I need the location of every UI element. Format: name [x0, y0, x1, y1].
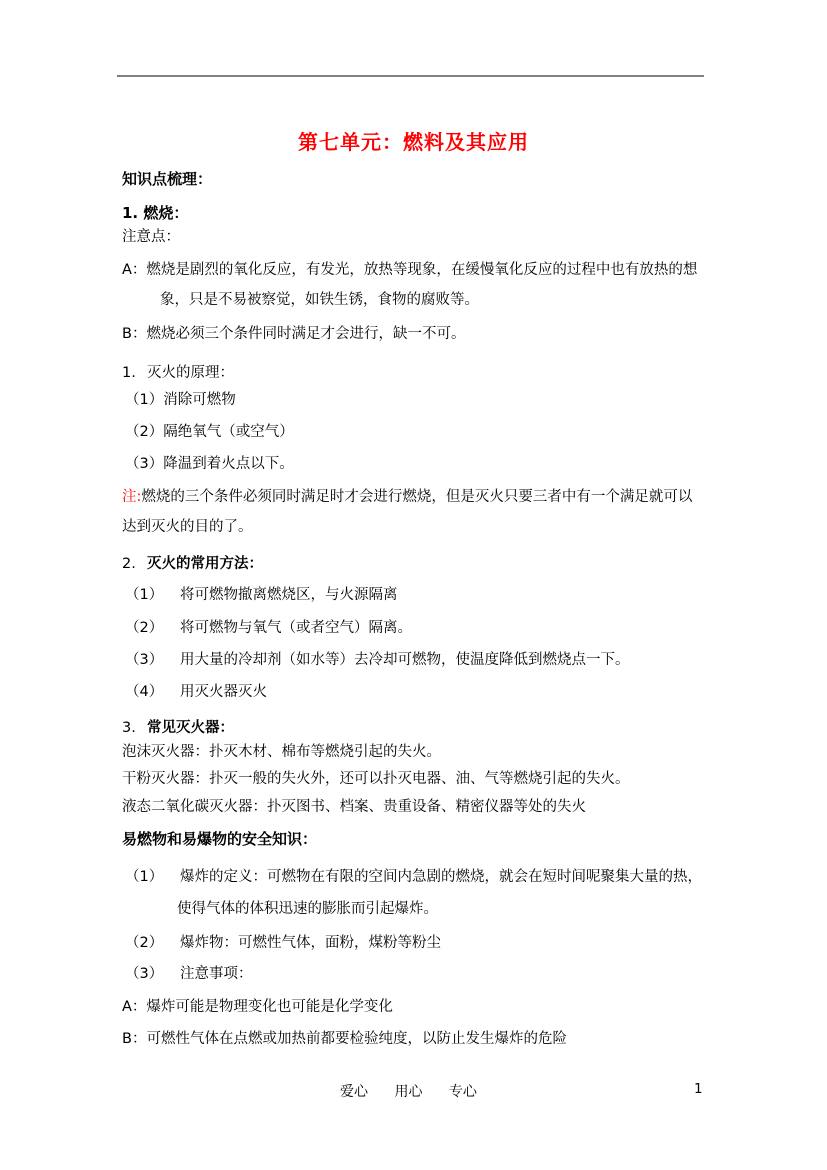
principle-heading-text: 灭火的原理：	[147, 365, 234, 381]
method-item-4	[125, 683, 267, 702]
extinguisher-foam: 泡沫灭火器：扑灭木材、棉布等燃烧引起的失火。	[122, 744, 441, 760]
burning-point-b: B：燃烧必须三个条件同时满足才会进行，缺一不可。	[122, 326, 466, 342]
method-item-2-text: 将可燃物与氧气（或者空气）隔离。	[180, 620, 412, 636]
safety-item-2	[125, 934, 441, 953]
method-item-4-marker: （4）	[125, 684, 164, 700]
method-item-3	[125, 651, 630, 670]
burning-point-a-line2: 象，只是不易被察觉，如铁生锈，食物的腐败等。	[160, 292, 479, 308]
methods-number: 2.	[122, 556, 136, 572]
method-item-4-text: 用灭火器灭火	[180, 684, 267, 700]
principle-item-2: （2）隔绝氧气（或空气）	[125, 424, 294, 440]
methods-heading-text: 灭火的常用方法：	[147, 556, 263, 572]
methods-heading	[122, 555, 263, 574]
method-item-1	[125, 586, 398, 605]
principle-note-line1	[122, 488, 692, 507]
method-item-2-marker: （2）	[125, 620, 164, 636]
safety-point-a: A：爆炸可能是物理变化也可能是化学变化	[122, 999, 393, 1015]
extinguishers-heading	[122, 719, 234, 738]
burning-heading: 1. 燃烧：	[122, 204, 189, 222]
burning-point-a-line1: A：燃烧是剧烈的氧化反应，有发光，放热等现象，在缓慢氧化反应的过程中也有放热的想	[122, 262, 698, 278]
principle-note-line2: 达到灭火的目的了。	[122, 519, 253, 535]
principle-item-3: （3）降温到着火点以下。	[125, 456, 294, 472]
safety-item-1-text: 爆炸的定义：可燃物在有限的空间内急剧的燃烧，就会在短时间呢聚集大量的热，	[180, 869, 702, 885]
safety-item-2-text: 爆炸物：可燃性气体，面粉，煤粉等粉尘	[180, 935, 441, 951]
knowledge-points-heading: 知识点梳理：	[122, 170, 213, 188]
extinguishers-heading-text: 常见灭火器：	[147, 720, 234, 736]
method-item-1-text: 将可燃物撤离燃烧区，与火源隔离	[180, 587, 398, 603]
method-item-3-marker: （3）	[125, 652, 164, 668]
principle-note-text1: 燃烧的三个条件必须同时满足时才会进行燃烧，但是灭火只要三者中有一个满足就可以	[141, 489, 693, 505]
extinguisher-dry-powder: 干粉灭火器：扑灭一般的失火外，还可以扑灭电器、油、气等燃烧引起的失火。	[122, 771, 630, 787]
method-item-2	[125, 619, 412, 638]
principle-item-1: （1）消除可燃物	[125, 392, 236, 408]
burning-note-label: 注意点：	[122, 229, 180, 245]
safety-point-b: B：可燃性气体在点燃或加热前都要检验纯度，以防止发生爆炸的危险	[122, 1031, 567, 1047]
footer-slogan	[340, 1081, 477, 1101]
safety-item-3	[125, 965, 253, 984]
footer-slogan-word-3: 专心	[448, 1084, 477, 1100]
note-prefix: 注:	[122, 489, 142, 505]
method-item-1-marker: （1）	[125, 587, 164, 603]
footer-slogan-word-1: 爱心	[340, 1084, 368, 1100]
safety-item-1-line1	[125, 868, 702, 887]
method-item-3-text: 用大量的冷却剂（如水等）去冷却可燃物，使温度降低到燃烧点一下。	[180, 652, 630, 668]
page-number: 1	[694, 1081, 703, 1097]
extinguisher-liquid-co2: 液态二氧化碳灭火器：扑灭图书、档案、贵重设备、精密仪器等处的失火	[122, 799, 586, 815]
safety-item-1-line2: 使得气体的体积迅速的膨胀而引起爆炸。	[177, 901, 438, 917]
header-divider	[117, 75, 704, 77]
safety-item-3-marker: （3）	[125, 966, 164, 982]
safety-item-1-marker: （1）	[125, 869, 164, 885]
principle-heading	[122, 364, 234, 383]
page-title: 第七单元：燃料及其应用	[298, 130, 529, 154]
safety-item-3-text: 注意事项：	[180, 966, 253, 982]
footer-slogan-word-2: 用心	[394, 1084, 423, 1100]
safety-item-2-marker: （2）	[125, 935, 164, 951]
extinguishers-number: 3.	[122, 720, 136, 736]
safety-heading: 易燃物和易爆物的安全知识：	[122, 830, 318, 848]
principle-number: 1.	[122, 365, 136, 381]
